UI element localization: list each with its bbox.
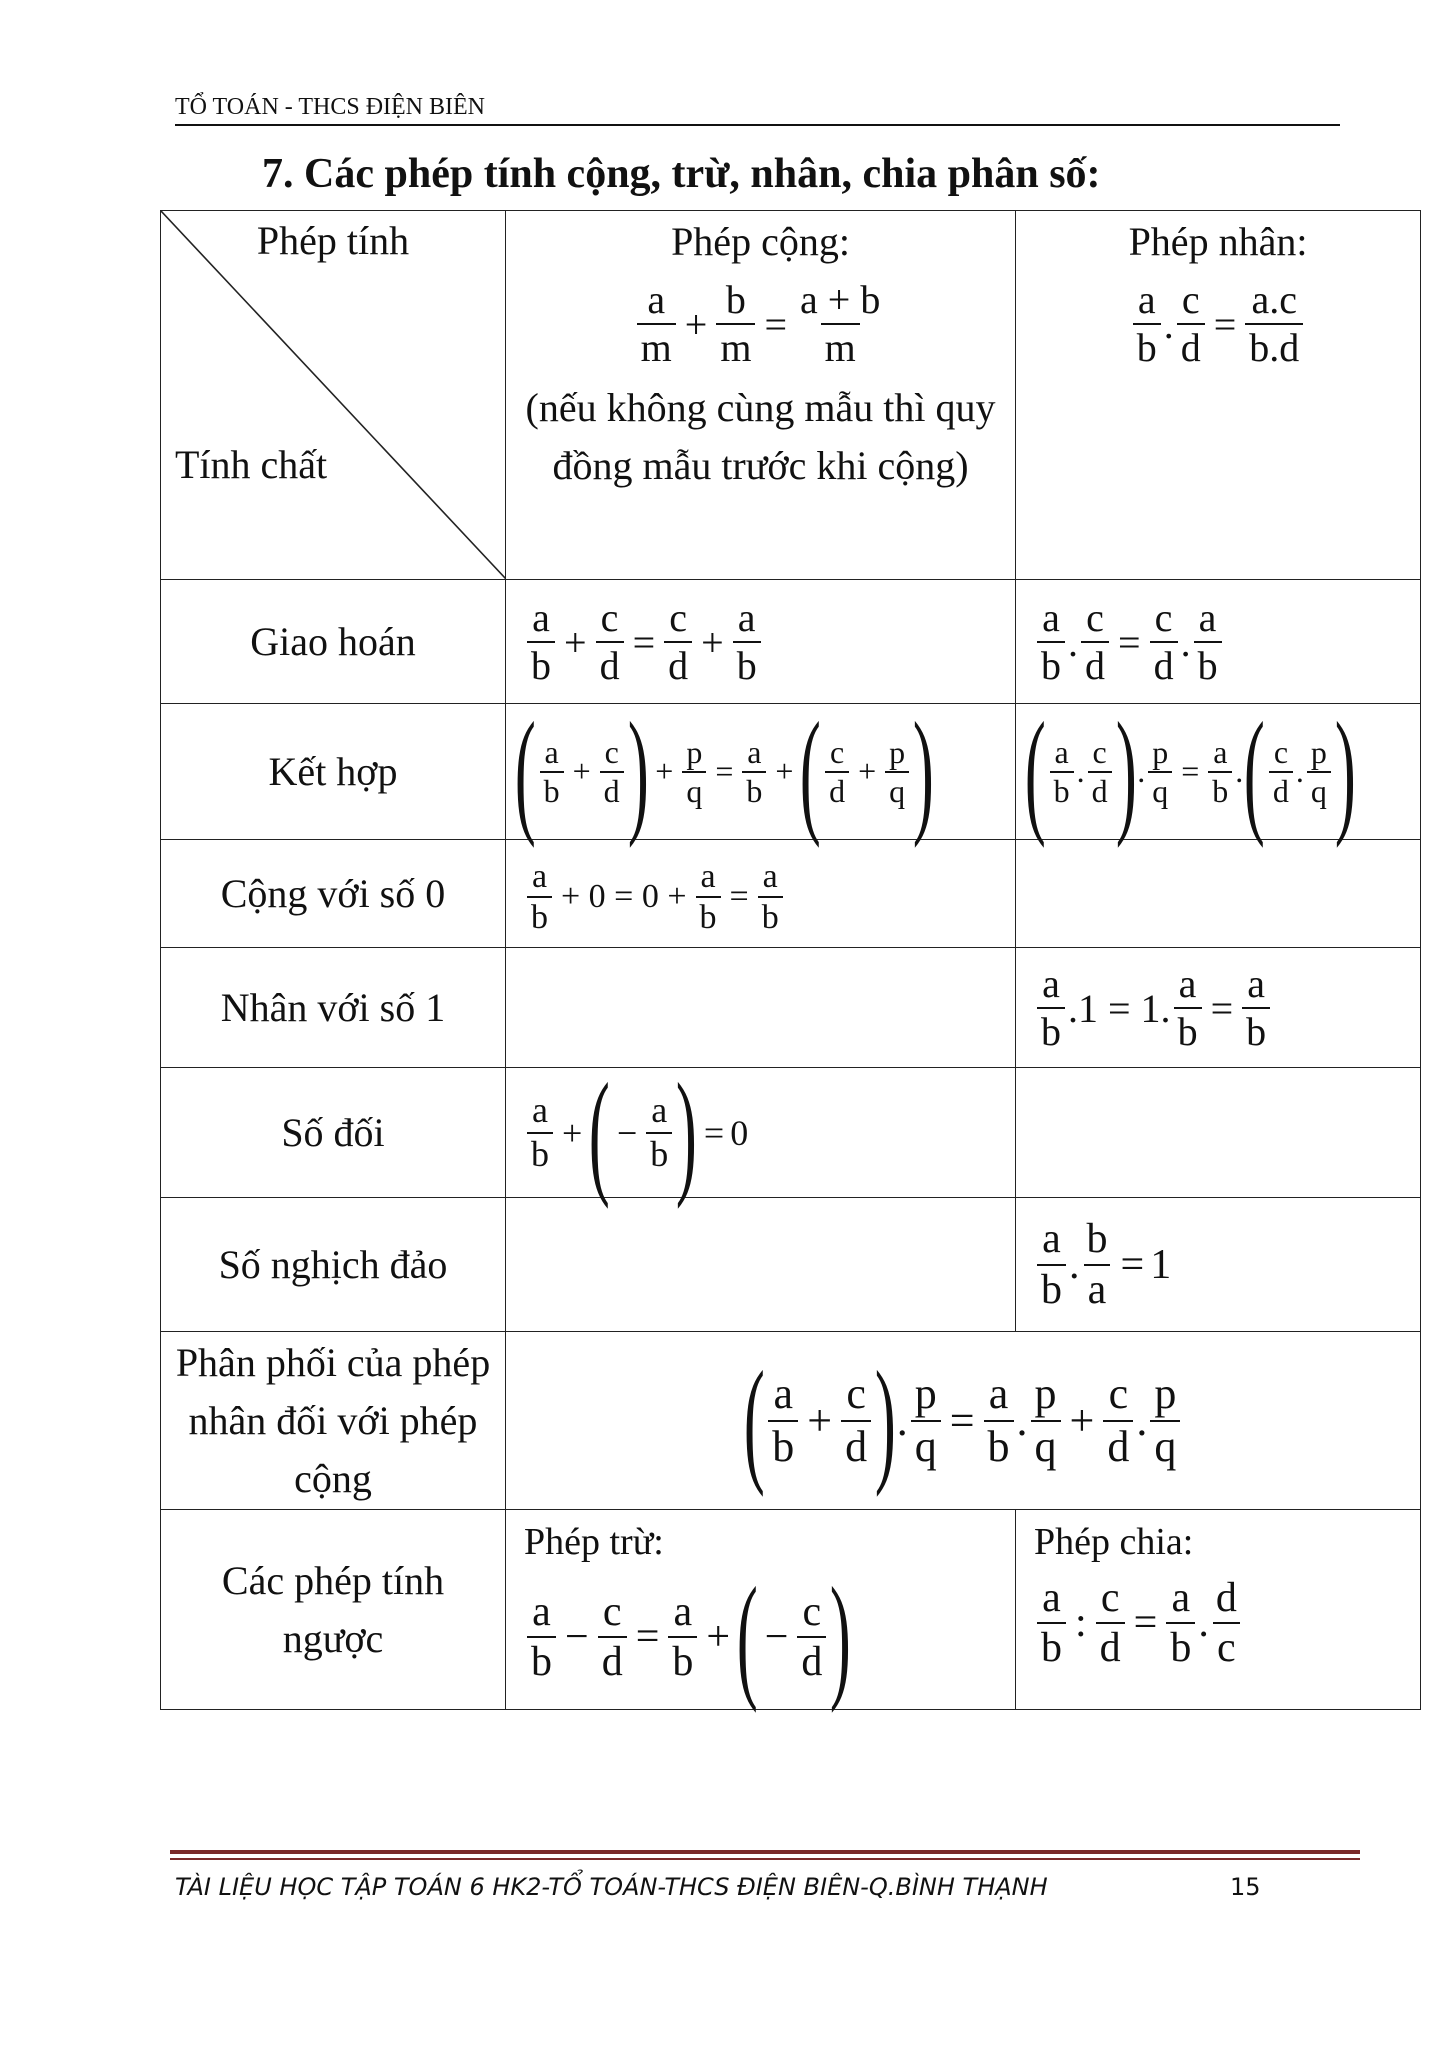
inverse-add-empty — [506, 1198, 1016, 1332]
table-row — [161, 1068, 1421, 1198]
table-row — [161, 704, 1421, 840]
corner-bottom-label: Tính chất — [175, 442, 328, 487]
row-label-opposite: Số đối — [161, 1068, 506, 1198]
commutative-mul-formula: $\frac{a}{b}$ . $\frac{c}{d}$ = $\frac{c}{d}$ . $\frac{a}{b}$ — [1016, 580, 1421, 704]
mul-one-formula: $\frac{a}{b}$ .1 = 1. $\frac{a}{b}$ = $\frac{a}{b}$ — [1016, 948, 1421, 1068]
row-label-commutative: Giao hoán — [161, 580, 506, 704]
mul-header-cell — [1016, 211, 1421, 580]
add-formula: $\frac{a}{m}$ + $\frac{b}{m}$ = $\frac{a + b}{m}$ — [634, 277, 888, 371]
table-row — [161, 840, 1421, 948]
add-zero-formula: $\frac{a}{b}$ + 0 = 0 + $\frac{a}{b}$ = $\frac{a}{b}$ — [506, 840, 1016, 948]
associative-mul-formula: ( $\frac{a}{b}$ . $\frac{c}{d}$ ) . $\frac{p}{q}$ = $\frac{a}{b}$ . ( $\frac{c}{d}$ . $\frac{p}{q}$ ) — [1016, 704, 1421, 840]
table-header-row — [161, 211, 1421, 580]
division-cell — [1016, 1510, 1421, 1710]
row-label-mul-one: Nhân với số 1 — [161, 948, 506, 1068]
row-label-add-zero: Cộng với số 0 — [161, 840, 506, 948]
section-heading: 7. Các phép tính cộng, trừ, nhân, chia phân số: — [262, 151, 1101, 197]
fraction-properties-table — [160, 210, 1421, 1714]
diagonal-line — [161, 211, 506, 579]
opposite-mul-empty — [1016, 1068, 1421, 1198]
add-zero-mul-empty — [1016, 840, 1421, 948]
mul-formula: $\frac{a}{b}$ . $\frac{c}{d}$ = $\frac{a.c}{b.d}$ — [1130, 277, 1307, 371]
div-title: Phép chia: — [1034, 1521, 1194, 1563]
table-row — [161, 1510, 1421, 1710]
row-label-associative: Kết hợp — [161, 704, 506, 840]
row-label-inverse-ops: Các phép tính ngược — [161, 1510, 506, 1710]
sub-title: Phép trừ: — [524, 1521, 664, 1563]
div-formula: $\frac{a}{b}$ : $\frac{c}{d}$ = $\frac{a}{b}$ . $\frac{d}{c}$ — [1034, 1574, 1244, 1673]
inverse-formula: $\frac{a}{b}$ . $\frac{b}{a}$ = 1 — [1016, 1198, 1421, 1332]
row-label-distributive: Phân phối của phép nhân đối với phép cộng — [161, 1332, 506, 1510]
table-row — [161, 1332, 1421, 1510]
add-note: (nếu không cùng mẫu thì quy đồng mẫu trước khi cộng) — [525, 385, 996, 488]
footer-rule — [170, 1850, 1360, 1854]
mul-one-add-empty — [506, 948, 1016, 1068]
subtraction-cell — [506, 1510, 1016, 1714]
distributive-formula: ( $\frac{a}{b}$ + $\frac{c}{d}$ ) . $\frac{p}{q}$ = $\frac{a}{b}$ . $\frac{p}{q}$ + $\frac{c}{d}$ . $\frac{p}{q}$ — [506, 1332, 1421, 1510]
sub-formula: $\frac{a}{b}$ − $\frac{c}{d}$ = $\frac{a}{b}$ + ( − $\frac{c}{d}$ ) — [524, 1574, 852, 1700]
footer-text: TÀI LIỆU HỌC TẬP TOÁN 6 HK2-TỔ TOÁN-THCS ĐIỆN BIÊN-Q.BÌNH THẠNH — [175, 1873, 1048, 1901]
page-number: 15 — [1230, 1873, 1261, 1901]
mul-title: Phép nhân: — [1128, 219, 1308, 264]
corner-top-label: Phép tính — [256, 218, 410, 263]
opposite-formula: $\frac{a}{b}$ + ( − $\frac{a}{b}$ ) = 0 — [506, 1068, 1016, 1198]
footer-rule-thin — [170, 1858, 1360, 1860]
add-header-cell — [506, 211, 1016, 580]
table-row — [161, 948, 1421, 1068]
corner-cell — [161, 211, 506, 580]
commutative-add-formula: $\frac{a}{b}$ + $\frac{c}{d}$ = $\frac{c}{d}$ + $\frac{a}{b}$ — [506, 580, 1016, 704]
page-header — [175, 90, 1340, 126]
table-row — [161, 1198, 1421, 1332]
row-label-inverse: Số nghịch đảo — [161, 1198, 506, 1332]
table-row — [161, 580, 1421, 704]
page-header-text: TỔ TOÁN - THCS ĐIỆN BIÊN — [175, 94, 485, 120]
add-title: Phép cộng: — [671, 219, 850, 264]
associative-add-formula: ( $\frac{a}{b}$ + $\frac{c}{d}$ ) + $\frac{p}{q}$ = $\frac{a}{b}$ + ( $\frac{c}{d}$ + $\frac{p}{q}$ ) — [506, 704, 1016, 840]
